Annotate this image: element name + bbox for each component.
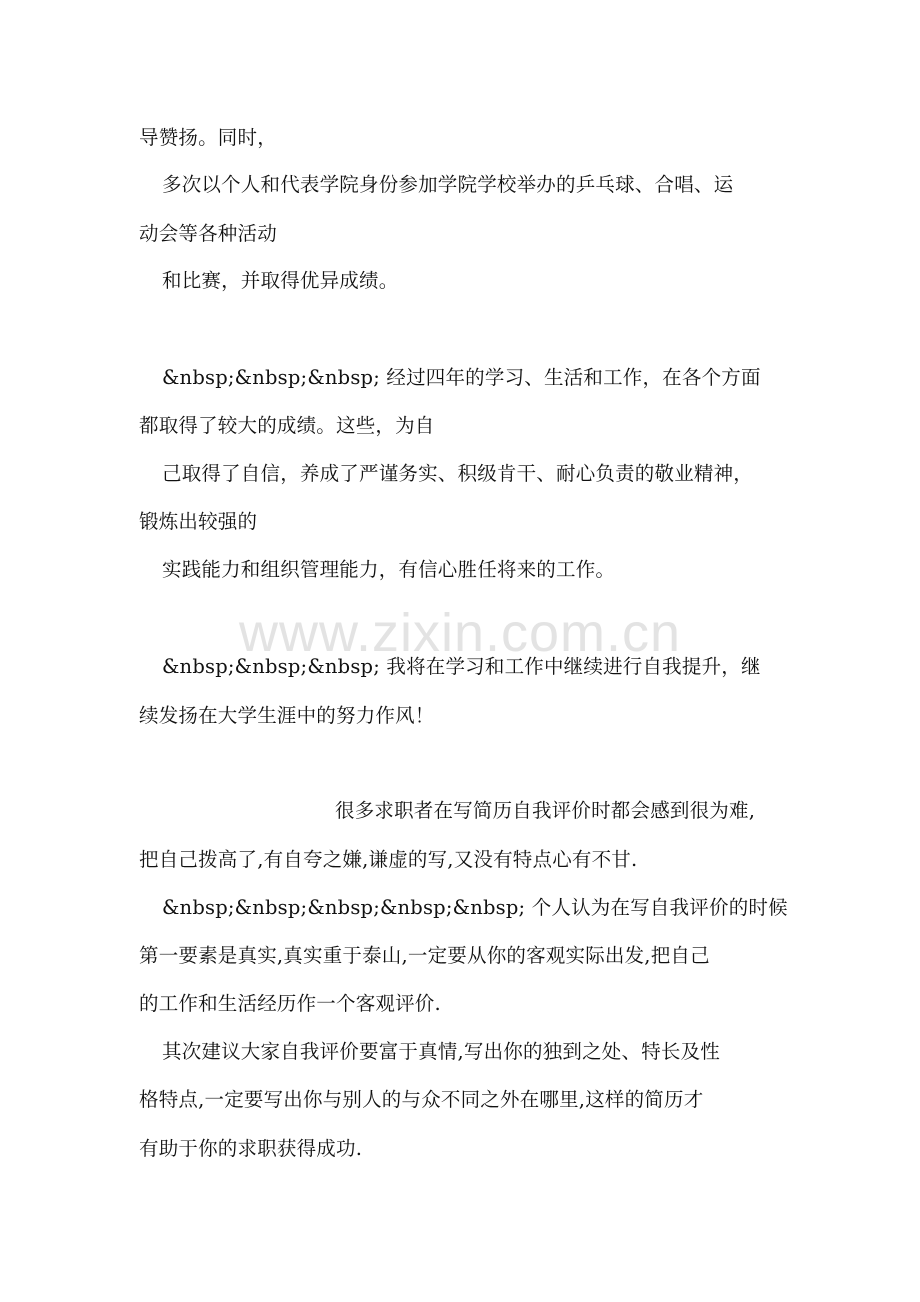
text-line: 续发扬在大学生涯中的努力作风！ [139, 704, 435, 727]
text-line: 动会等各种活动 [139, 222, 277, 245]
text-line: 多次以个人和代表学院身份参加学院学校举办的乒乓球、合唱、运 [162, 173, 734, 196]
text-line: &nbsp;&nbsp;&nbsp; 经过四年的学习、生活和工作，在各个方面 [162, 366, 761, 389]
text-line: 有助于你的求职获得成功. [139, 1137, 363, 1160]
text-line: &nbsp;&nbsp;&nbsp;&nbsp;&nbsp; 个人认为在写自我评价的时候 [162, 896, 788, 919]
watermark: www.zixin.com.cn [238, 603, 682, 663]
text-line: 和比赛，并取得优异成绩。 [162, 269, 399, 292]
text-line: 都取得了较大的成绩。这些，为自 [139, 414, 435, 437]
text-line: 其次建议大家自我评价要富于真情,写出你的独到之处、特长及性 [162, 1040, 720, 1063]
text-line: 导赞扬。同时， [139, 126, 277, 149]
text-line: &nbsp;&nbsp;&nbsp; 我将在学习和工作中继续进行自我提升，继 [162, 655, 761, 678]
text-line: 的工作和生活经历作一个客观评价. [139, 992, 441, 1015]
text-line: 实践能力和组织管理能力，有信心胜任将来的工作。 [162, 558, 616, 581]
text-line: 己取得了自信，养成了严谨务实、积级肯干、耐心负责的敬业精神， [162, 462, 754, 485]
text-line: 第一要素是真实,真实重于泰山,一定要从你的客观实际出发,把自己 [139, 944, 710, 967]
text-line: 格特点,一定要写出你与别人的与众不同之外在哪里,这样的简历才 [139, 1088, 704, 1111]
text-line: 把自己拨高了,有自夸之嫌,谦虚的写,又没有特点心有不甘. [139, 848, 638, 871]
text-line: 锻炼出较强的 [139, 510, 258, 533]
text-line: 很多求职者在写简历自我评价时都会感到很为难, [335, 799, 756, 822]
